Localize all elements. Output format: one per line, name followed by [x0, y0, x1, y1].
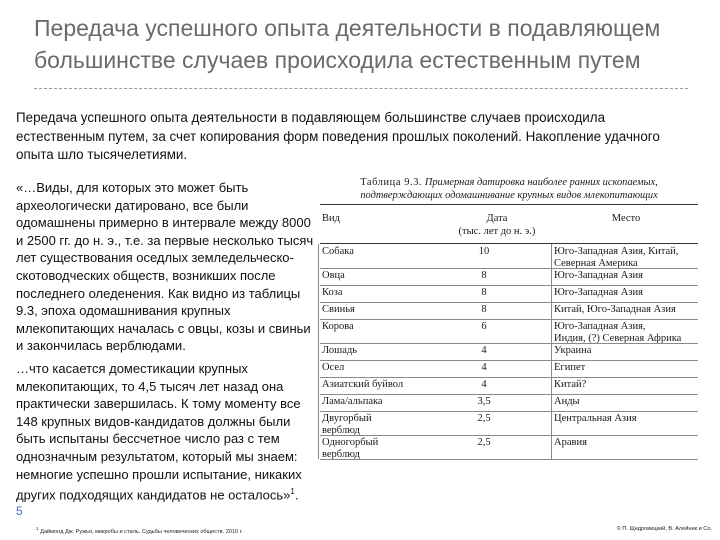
- header-place: Место: [611, 213, 641, 224]
- table-row-rule: [320, 411, 698, 412]
- table-cell-species: Двугорбый верблюд: [322, 413, 372, 436]
- table-cell-species: Коза: [322, 287, 343, 298]
- table-cell-date: 4: [481, 345, 487, 356]
- table-cell-date: 3,5: [477, 396, 491, 407]
- header-bottom-rule: [320, 243, 698, 244]
- table-cell-species: Свинья: [322, 304, 355, 315]
- table-cell-species: Азиатский буйвол: [322, 379, 404, 390]
- title-divider: [34, 88, 688, 89]
- table-row-rule: [320, 360, 698, 361]
- table-cell-species: Осел: [322, 362, 345, 373]
- table-cell-date: 8: [481, 270, 487, 281]
- table-cell-date: 8: [481, 287, 487, 298]
- quote-end: .: [294, 487, 299, 503]
- table-cell-place: Юго-Западная Азия, Китай, Северная Америка: [554, 246, 679, 269]
- header-date-line-1: Дата: [486, 213, 508, 224]
- table-cell-date: 4: [481, 362, 487, 373]
- table-cell-date: 4: [481, 379, 487, 390]
- table-row-rule: [320, 435, 698, 436]
- table-cell-species: Собака: [322, 246, 354, 257]
- table-caption-line-2: подтверждающих одомашнивание крупных видов млекопитающих: [360, 190, 658, 201]
- slide-title: Передача успешного опыта деятельности в подавляющем большинстве случаев происходила естественным путем: [34, 15, 661, 73]
- footnote: [36, 526, 243, 535]
- quote-paragraph-2: [16, 360, 321, 504]
- table-cell-place: Юго-Западная Азия: [554, 287, 643, 298]
- footnote-sup: 1: [36, 526, 39, 531]
- table-cell-date: 2,5: [477, 413, 491, 424]
- intro-paragraph: Передача успешного опыта деятельности в подавляющем большинстве случаев происходила естественным путем, за счет копирования форм поведения прошлых поколений. Накопление удачного опыта шло тысячелетиями.: [16, 110, 660, 162]
- table-cell-place: Китай?: [554, 379, 587, 390]
- footnote-marker: 1: [290, 487, 295, 497]
- table-cell-species: Корова: [322, 321, 354, 332]
- table-cell-place: Украина: [554, 345, 592, 356]
- table-column-divider: [551, 244, 552, 459]
- header-date-line-2: (тыс. лет до н. э.): [458, 226, 536, 237]
- table-caption: [318, 176, 700, 202]
- table-left-border: [318, 244, 319, 459]
- table-cell-place: Юго-Западная Азия, Индия, (?) Северная Африка: [554, 321, 682, 344]
- table-cell-species: Одногорбый верблюд: [322, 437, 379, 460]
- header-date: [434, 212, 560, 238]
- table-row-rule: [320, 343, 698, 344]
- table-row-rule: [320, 459, 698, 460]
- quote-column: [16, 179, 321, 504]
- table-cell-place: Египет: [554, 362, 586, 373]
- table-top-rule: [320, 204, 698, 205]
- table-cell-place: Центральная Азия: [554, 413, 637, 424]
- table-caption-line-1: Примерная датировка наиболее ранних ископаемых,: [424, 177, 658, 188]
- table-row-rule: [320, 377, 698, 378]
- table-row-rule: [320, 268, 698, 269]
- table-cell-place: Китай, Юго-Западная Азия: [554, 304, 676, 315]
- table-cell-date: 10: [478, 246, 490, 257]
- table-row-rule: [320, 302, 698, 303]
- table-cell-date: 2,5: [477, 437, 491, 448]
- table-label: Таблица 9.3.: [360, 177, 423, 188]
- table-cell-species: Лама/альпака: [322, 396, 383, 407]
- table-cell-place: Юго-Западная Азия: [554, 270, 643, 281]
- table-cell-place: Аравия: [554, 437, 587, 448]
- table-row-rule: [320, 285, 698, 286]
- quote-paragraph-1: «…Виды, для которых это может быть археологически датировано, все были одомашнены примерно в интервале между 8000 и 2500 гг. до н. э., т.е. за первые несколько тысяч лет существования оседлых земледельческо-скотоводческих обществ, возникших после последнего оледенения. Как видно из таблицы 9.3, эпоха одомашнивания крупных млекопитающих началась с овцы, козы и свиньи и закончилась верблюдами.: [16, 180, 314, 354]
- table-cell-species: Лошадь: [322, 345, 357, 356]
- table-cell-date: 8: [481, 304, 487, 315]
- quote-paragraph-2-text: …что касается доместикации крупных млекопитающих, то 4,5 тысяч лет назад она практически завершилась. К тому моменту все 148 крупных видов-кандидатов должны были быть испытаны бессчетное число раз с тем однозначным результатом, который мы знаем: немногие успешно прошли испытание, никаких других подходящих кандидатов не осталось»: [16, 360, 302, 503]
- page-number: 5: [16, 504, 23, 518]
- header-species: Вид: [322, 213, 340, 224]
- table-cell-place: Анды: [554, 396, 580, 407]
- table-row-rule: [320, 394, 698, 395]
- table-cell-species: Овца: [322, 270, 345, 281]
- table-row-rule: [320, 319, 698, 320]
- footnote-text: Даймонд Дж. Ружья, микробы и сталь. Судьбы человеческих обществ. 2010 г.: [40, 528, 243, 535]
- table-cell-date: 6: [481, 321, 487, 332]
- domestication-table: [318, 172, 700, 500]
- copyright-credit: © П. Щедровицкий, В. Алейник и Со.: [616, 526, 712, 532]
